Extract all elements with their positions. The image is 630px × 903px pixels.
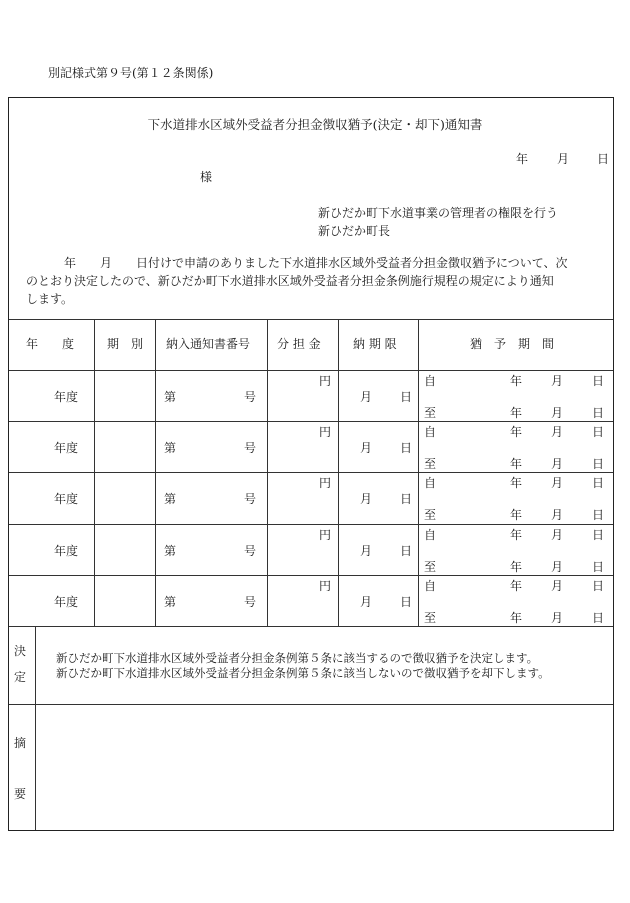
row-due-day-label: 日 [400, 441, 413, 456]
row-from-day-label: 日 [592, 578, 605, 593]
row-nendo-label: 年度 [54, 441, 79, 456]
row-dai-label: 第 [164, 441, 177, 456]
row-divider [9, 421, 613, 422]
row-from-label: 自 [424, 527, 437, 542]
document-title: 下水道排水区域外受益者分担金徴収猶予(決定・却下)通知書 [147, 117, 483, 132]
row-to-label: 至 [424, 610, 437, 625]
summary-input-area[interactable] [36, 705, 613, 829]
row-due-day-label: 日 [400, 594, 413, 609]
row-from-year-label: 年 [510, 527, 523, 542]
row-to-day-label: 日 [592, 559, 605, 574]
row-from-day-label: 日 [592, 425, 605, 440]
row-go-label: 号 [244, 390, 257, 404]
decision-label-top: 決 [14, 644, 27, 658]
row-to-day-label: 日 [592, 406, 605, 420]
row-from-label: 自 [424, 578, 437, 593]
row-nendo-label: 年度 [54, 594, 79, 609]
header-nendo: 年 度 [26, 337, 75, 351]
row-to-month-label: 月 [551, 457, 564, 472]
row-due-month-label: 月 [360, 594, 373, 609]
row-go-label: 号 [244, 594, 257, 609]
row-to-month-label: 月 [551, 406, 564, 420]
row-from-month-label: 月 [551, 527, 564, 542]
row-to-month-label: 月 [551, 610, 564, 625]
row-from-month-label: 月 [551, 425, 564, 440]
header-kibetsu: 期 別 [107, 337, 144, 351]
row-dai-label: 第 [164, 543, 177, 558]
row-due-day-label: 日 [400, 390, 413, 404]
row-from-day-label: 日 [592, 374, 605, 388]
decision-approve-option: 新ひだか町下水道排水区域外受益者分担金条例第５条に該当するので徴収猶予を決定します。 [56, 651, 539, 665]
row-go-label: 号 [244, 543, 257, 558]
date-month-label: 月 [557, 152, 570, 166]
row-to-label: 至 [424, 457, 437, 472]
summary-label-bottom: 要 [14, 787, 27, 801]
date-day-label: 日 [597, 152, 610, 166]
row-dai-label: 第 [164, 492, 177, 507]
row-nendo-label: 年度 [54, 390, 79, 404]
row-from-day-label: 日 [592, 527, 605, 542]
row-to-label: 至 [424, 559, 437, 574]
row-from-label: 自 [424, 476, 437, 491]
row-nendo-label: 年度 [54, 543, 79, 558]
row-from-month-label: 月 [551, 476, 564, 491]
header-notice-number: 納入通知書番号 [166, 337, 251, 351]
row-from-year-label: 年 [510, 374, 523, 388]
table-top-border [9, 319, 613, 320]
table-header-bottom-border [9, 370, 613, 371]
row-from-year-label: 年 [510, 476, 523, 491]
notice-body [26, 254, 608, 308]
row-from-label: 自 [424, 374, 437, 388]
row-yen-label: 円 [319, 476, 332, 491]
notice-body-line: 年 月 日付けで申請のありました下水道排水区域外受益者分担金徴収猶予について、次 [64, 256, 568, 270]
row-to-day-label: 日 [592, 508, 605, 523]
row-due-day-label: 日 [400, 492, 413, 507]
row-yen-label: 円 [319, 374, 332, 388]
row-to-day-label: 日 [592, 457, 605, 472]
row-due-month-label: 月 [360, 543, 373, 558]
row-dai-label: 第 [164, 594, 177, 609]
row-from-label: 自 [424, 425, 437, 440]
row-divider [9, 472, 613, 473]
notice-body-line: します。 [26, 292, 74, 306]
row-divider [9, 524, 613, 525]
header-due-date: 納 期 限 [353, 337, 397, 351]
addressee-suffix: 様 [200, 170, 213, 184]
row-to-year-label: 年 [510, 406, 523, 420]
notice-body-line: のとおり決定したので、新ひだか町下水道排水区域外受益者分担金条例施行規程の規定により通知 [26, 274, 554, 288]
row-to-day-label: 日 [592, 610, 605, 625]
row-due-month-label: 月 [360, 441, 373, 456]
row-to-label: 至 [424, 406, 437, 420]
row-due-month-label: 月 [360, 492, 373, 507]
row-divider [9, 575, 613, 576]
form-reference: 別記様式第９号(第１２条関係) [48, 66, 214, 80]
header-amount: 分 担 金 [277, 337, 321, 351]
decision-label-bottom: 定 [14, 670, 27, 684]
row-yen-label: 円 [319, 527, 332, 542]
row-from-day-label: 日 [592, 476, 605, 491]
row-from-month-label: 月 [551, 578, 564, 593]
row-from-month-label: 月 [551, 374, 564, 388]
row-to-year-label: 年 [510, 457, 523, 472]
row-yen-label: 円 [319, 425, 332, 440]
row-nendo-label: 年度 [54, 492, 79, 507]
row-to-label: 至 [424, 508, 437, 523]
row-go-label: 号 [244, 492, 257, 507]
summary-label-top: 摘 [14, 736, 27, 750]
row-due-month-label: 月 [360, 390, 373, 404]
row-go-label: 号 [244, 441, 257, 456]
row-to-month-label: 月 [551, 559, 564, 574]
row-dai-label: 第 [164, 390, 177, 404]
row-from-year-label: 年 [510, 425, 523, 440]
row-due-day-label: 日 [400, 543, 413, 558]
row-to-year-label: 年 [510, 508, 523, 523]
row-from-year-label: 年 [510, 578, 523, 593]
issuer-line-1: 新ひだか町下水道事業の管理者の権限を行う [318, 206, 559, 220]
row-yen-label: 円 [319, 578, 332, 593]
decision-reject-option: 新ひだか町下水道排水区域外受益者分担金条例第５条に該当しないので徴収猶予を却下します。 [56, 666, 550, 680]
date-year-label: 年 [516, 152, 529, 166]
row-to-month-label: 月 [551, 508, 564, 523]
header-deferral-period: 猶 予 期 間 [470, 337, 555, 351]
table-bottom-border [9, 626, 613, 627]
row-to-year-label: 年 [510, 610, 523, 625]
issuer-line-2: 新ひだか町長 [318, 224, 391, 238]
row-to-year-label: 年 [510, 559, 523, 574]
